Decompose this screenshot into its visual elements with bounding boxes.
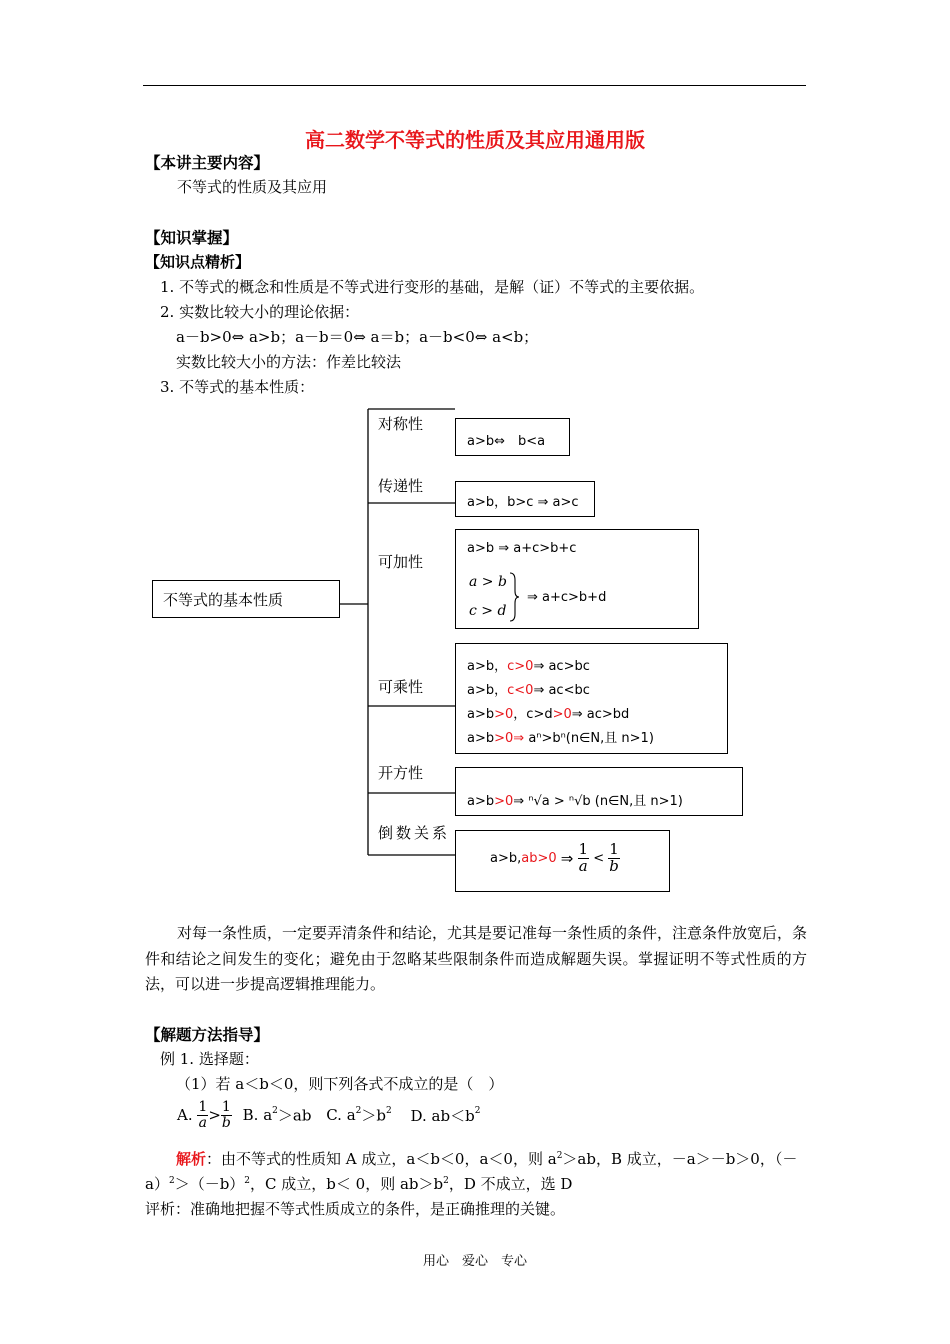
page-title: 高二数学不等式的性质及其应用通用版 [305, 128, 645, 152]
additivity-sys-c: c > d [469, 603, 507, 619]
summary-paragraph: 对每一条性质，一定要弄清条件和结论，尤其是要记准每一条性质的条件，注意条件放宽后，条件和结论之间发生的变化；避免由于忽略某些限制条件而造成解题失误。掌握证明不等式性质的方法，可以进一步提高逻辑推理能力。 [145, 924, 808, 993]
additivity-sys-a: a > b [469, 574, 507, 590]
main-content-heading: 【本讲主要内容】 [145, 154, 270, 172]
example-options: A. $\frac{1}{a}$ > $\frac{1}{b}$ B. $a^2>ab$ C. $a^2>b^2$ D. $ab<b^2$ [177, 1099, 481, 1131]
multiplicativity-line3: a>b>0，c>d>0⇒ ac>bd [467, 707, 630, 722]
method-heading: 【解题方法指导】 [145, 1026, 270, 1044]
example-intro: 例 1. 选择题： [160, 1050, 259, 1068]
comment-line: 评析：准确地把握不等式性质成立的条件，是正确推理的关键。 [145, 1200, 566, 1218]
transitivity-label: 传递性 [378, 477, 424, 495]
item-1: 1. 不等式的概念和性质是不等式进行变形的基础，是解（证）不等式的主要依据。 [160, 278, 705, 296]
multiplicativity-line2: a>b，c<0⇒ ac<bc [467, 683, 590, 698]
example-question: （1）若 a＜b＜0，则下列各式不成立的是（ ） [176, 1075, 504, 1093]
knowledge-points-heading: 【知识点精析】 [145, 253, 251, 271]
item-2-formula: a－b>0⇔ a>b；a－b＝0⇔ a＝b；a－b<0⇔ a<b； [176, 328, 539, 346]
reciprocal-formula: a>b,ab>0 ⇒ $\frac{1}{a}$ < $\frac{1}{b}$ [490, 840, 619, 875]
brace-icon [508, 571, 520, 623]
additivity-line1: a>b ⇒ a+c>b+c [467, 541, 577, 556]
knowledge-heading: 【知识掌握】 [145, 229, 239, 247]
item-3: 3. 不等式的基本性质： [160, 378, 315, 396]
additivity-result: ⇒ a+c>b+d [527, 590, 607, 605]
symmetry-formula: a>b⇔ b<a [467, 434, 546, 449]
additivity-label: 可加性 [378, 553, 424, 571]
transitivity-formula: a>b，b>c ⇒ a>c [467, 495, 579, 510]
root-label: 不等式的基本性质 [163, 591, 284, 609]
reciprocal-label: 倒数关系 [378, 824, 451, 842]
multiplicativity-line1: a>b，c>0⇒ ac>bc [467, 659, 590, 674]
page-footer: 用心 爱心 专心 [422, 1254, 527, 1269]
roots-formula: a>b>0⇒ ⁿ√a > ⁿ√b (n∈N,且 n>1) [467, 794, 683, 809]
item-2: 2. 实数比较大小的理论依据： [160, 303, 360, 321]
main-content-text: 不等式的性质及其应用 [177, 178, 328, 196]
analysis-line2: $a)^2>(-b)^2$，C 成立，b＜ 0，则 $ab>b^2$，D 不成立，选 D [145, 1175, 573, 1193]
symmetry-label: 对称性 [378, 415, 424, 433]
item-2-method: 实数比较大小的方法：作差比较法 [176, 353, 402, 371]
roots-label: 开方性 [378, 764, 424, 782]
multiplicativity-line4: a>b>0⇒ aⁿ>bⁿ(n∈N,且 n>1) [467, 731, 654, 746]
analysis-line1: 解析：由不等式的性质知 A 成立，a＜b＜0，a＜0，则 $a^2>ab$，B 成立，－a＞－b＞0，（－ [176, 1150, 798, 1168]
multiplicativity-label: 可乘性 [378, 678, 424, 696]
